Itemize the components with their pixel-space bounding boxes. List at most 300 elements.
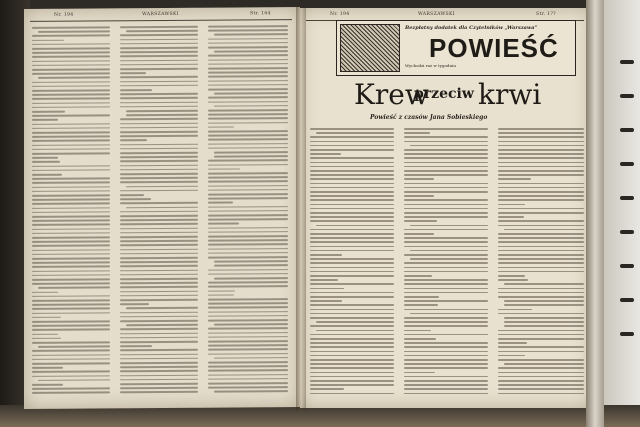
text-line xyxy=(32,39,64,41)
text-line xyxy=(214,105,288,107)
text-line xyxy=(498,351,584,353)
text-line xyxy=(38,346,110,348)
text-line xyxy=(32,60,110,62)
text-line xyxy=(208,55,288,57)
text-line xyxy=(404,195,434,197)
text-line xyxy=(120,181,198,183)
text-line xyxy=(32,220,110,222)
text-line xyxy=(404,321,488,323)
text-line xyxy=(498,170,584,172)
text-line xyxy=(120,316,198,318)
text-line xyxy=(32,203,110,205)
headline-word-3: krwi xyxy=(478,78,542,111)
text-line xyxy=(498,279,528,281)
right-text-column-2 xyxy=(404,128,488,398)
text-line xyxy=(32,148,110,150)
text-line xyxy=(208,315,288,317)
text-line xyxy=(120,374,198,376)
text-line xyxy=(498,141,584,143)
text-line xyxy=(32,215,110,217)
text-line xyxy=(32,308,110,310)
text-line xyxy=(498,367,584,369)
text-line xyxy=(404,384,488,386)
right-text-column-3 xyxy=(498,128,584,398)
banner-title: POWIEŚĆ xyxy=(429,33,559,63)
headline-word-2: przeciw xyxy=(414,86,474,102)
text-line xyxy=(32,152,110,154)
text-line xyxy=(32,388,110,390)
text-line xyxy=(310,267,394,269)
text-line xyxy=(498,250,584,252)
text-line xyxy=(32,371,110,373)
text-line xyxy=(310,279,338,281)
text-line xyxy=(310,351,394,353)
text-line xyxy=(120,47,198,49)
text-line xyxy=(38,31,110,33)
right-page-page: Str. 1?? xyxy=(536,12,556,17)
text-line xyxy=(208,80,288,82)
text-line xyxy=(208,248,288,250)
text-line xyxy=(310,388,344,390)
text-line xyxy=(32,295,110,297)
text-line xyxy=(120,43,198,45)
text-line xyxy=(32,106,110,108)
text-line xyxy=(120,152,198,154)
text-line xyxy=(32,89,110,91)
text-line xyxy=(120,177,198,179)
text-line xyxy=(404,351,488,353)
text-line xyxy=(214,357,288,359)
text-line xyxy=(120,387,198,389)
text-line xyxy=(498,233,584,235)
text-line xyxy=(498,346,584,348)
text-line xyxy=(410,145,488,147)
text-line xyxy=(120,127,198,129)
text-line xyxy=(404,208,488,210)
text-line xyxy=(32,329,110,331)
text-line xyxy=(316,132,394,134)
text-line xyxy=(120,332,198,334)
left-page-masthead: WARSZAWSKI xyxy=(142,11,179,18)
text-line xyxy=(32,178,110,180)
text-line xyxy=(498,128,584,130)
text-line xyxy=(310,355,394,357)
text-line xyxy=(208,130,288,132)
text-line xyxy=(32,320,110,322)
right-text-column-1 xyxy=(310,128,394,398)
text-line xyxy=(32,169,110,171)
text-line xyxy=(32,161,60,163)
text-line xyxy=(404,204,488,206)
text-line xyxy=(32,375,110,377)
left-header-rule xyxy=(30,19,292,22)
text-line xyxy=(404,342,488,344)
text-line xyxy=(32,299,110,301)
text-line xyxy=(120,261,198,263)
text-line xyxy=(208,294,234,296)
text-line xyxy=(32,278,110,280)
text-line xyxy=(310,334,394,336)
text-line xyxy=(404,157,488,159)
text-line xyxy=(32,56,110,58)
text-line xyxy=(214,391,288,393)
text-line xyxy=(120,34,198,36)
text-line xyxy=(404,187,488,189)
text-line xyxy=(498,246,584,248)
text-line xyxy=(498,338,584,340)
text-line xyxy=(120,164,198,166)
text-line xyxy=(498,208,584,210)
text-line xyxy=(404,300,488,302)
text-line xyxy=(120,274,198,276)
right-page-masthead: WARSZAWSKI xyxy=(418,12,455,17)
text-line xyxy=(404,229,488,231)
text-line xyxy=(498,384,584,386)
text-line xyxy=(32,236,110,238)
text-line xyxy=(208,382,288,384)
text-line xyxy=(404,304,438,306)
text-line xyxy=(120,118,198,120)
text-line xyxy=(498,136,584,138)
text-line xyxy=(208,256,288,258)
text-line xyxy=(208,101,288,103)
text-line xyxy=(498,334,584,336)
supplement-banner xyxy=(336,20,576,76)
text-line xyxy=(310,229,394,231)
text-line xyxy=(120,72,146,74)
text-line xyxy=(310,195,394,197)
text-line xyxy=(404,216,488,218)
text-line xyxy=(498,380,584,382)
text-line xyxy=(214,155,288,157)
text-line xyxy=(498,187,584,189)
text-line xyxy=(404,330,431,332)
text-line xyxy=(498,162,584,164)
text-line xyxy=(404,271,488,273)
text-line xyxy=(126,30,198,32)
text-line xyxy=(32,232,110,234)
text-line xyxy=(208,126,234,128)
text-line xyxy=(498,262,584,264)
text-line xyxy=(120,337,198,339)
text-line xyxy=(32,270,110,272)
text-line xyxy=(498,199,584,201)
text-line xyxy=(498,178,531,180)
text-line xyxy=(208,118,288,120)
text-line xyxy=(404,292,488,294)
text-line xyxy=(310,250,394,252)
text-line xyxy=(404,237,488,239)
text-line xyxy=(32,194,110,196)
text-line xyxy=(310,141,394,143)
text-line xyxy=(310,241,394,243)
text-line xyxy=(120,26,198,28)
text-line xyxy=(310,216,394,218)
text-line xyxy=(498,237,584,239)
text-line xyxy=(310,376,394,378)
text-line xyxy=(120,253,198,255)
text-line xyxy=(498,372,584,374)
text-line xyxy=(310,342,394,344)
text-line xyxy=(32,111,65,113)
page-gutter xyxy=(296,6,306,410)
text-line xyxy=(120,358,198,360)
text-line xyxy=(32,341,110,343)
text-line xyxy=(120,139,147,141)
text-line xyxy=(310,317,394,319)
text-line xyxy=(504,363,584,365)
text-line xyxy=(32,354,110,356)
text-line xyxy=(404,275,432,277)
text-line xyxy=(32,392,110,394)
text-line xyxy=(32,43,110,45)
text-line xyxy=(120,269,198,271)
text-line xyxy=(208,378,288,380)
text-line xyxy=(498,292,584,294)
text-line xyxy=(38,379,110,381)
text-line xyxy=(208,340,288,342)
text-line xyxy=(120,341,198,343)
text-line xyxy=(208,223,239,225)
text-line xyxy=(120,194,144,196)
text-line xyxy=(208,269,288,271)
text-line xyxy=(208,42,288,44)
text-line xyxy=(498,225,584,227)
text-line xyxy=(208,252,288,254)
text-line xyxy=(410,225,488,227)
text-line xyxy=(498,296,584,298)
text-line xyxy=(404,178,434,180)
text-line xyxy=(32,119,58,121)
text-line xyxy=(32,182,110,184)
text-line xyxy=(498,195,584,197)
text-line xyxy=(32,358,110,360)
text-line xyxy=(404,372,435,374)
text-line xyxy=(208,143,288,145)
text-line xyxy=(404,267,488,269)
text-line xyxy=(32,85,110,87)
text-line xyxy=(310,313,394,315)
text-line xyxy=(208,59,288,61)
text-line xyxy=(32,224,110,226)
text-line xyxy=(310,275,394,277)
text-line xyxy=(32,333,58,335)
text-line xyxy=(32,262,110,264)
text-line xyxy=(208,202,233,204)
text-line xyxy=(310,338,394,340)
text-line xyxy=(504,304,584,306)
text-line xyxy=(498,241,584,243)
text-line xyxy=(208,210,288,212)
text-line xyxy=(120,349,198,351)
text-line xyxy=(120,59,198,61)
text-line xyxy=(214,260,288,262)
text-line xyxy=(120,97,198,99)
text-line xyxy=(208,361,288,363)
text-line xyxy=(208,218,288,220)
text-line xyxy=(208,328,288,330)
text-line xyxy=(310,157,394,159)
text-line xyxy=(310,254,342,256)
text-line xyxy=(208,25,288,27)
text-line xyxy=(208,344,288,346)
text-line xyxy=(404,283,488,285)
text-line xyxy=(38,287,110,289)
text-line xyxy=(498,220,584,222)
text-line xyxy=(208,76,288,78)
text-line xyxy=(208,176,288,178)
text-line xyxy=(32,228,110,230)
text-line xyxy=(310,153,341,155)
text-line xyxy=(208,244,288,246)
binder-ring xyxy=(620,94,634,98)
text-line xyxy=(32,123,110,125)
text-line xyxy=(120,311,198,313)
text-line xyxy=(120,68,198,70)
text-line xyxy=(120,198,151,200)
text-line xyxy=(208,185,288,187)
text-line xyxy=(208,206,288,208)
banner-footer: Wychodzi raz w tygodniu xyxy=(405,63,456,68)
text-line xyxy=(32,190,110,192)
text-line xyxy=(208,353,288,355)
text-line xyxy=(32,127,110,129)
text-line xyxy=(32,274,110,276)
text-line xyxy=(310,288,344,290)
text-line xyxy=(32,337,61,339)
text-line xyxy=(32,131,110,133)
text-line xyxy=(404,136,488,138)
text-line xyxy=(120,190,198,192)
text-line xyxy=(404,359,488,361)
binder-ring xyxy=(620,60,634,64)
text-line xyxy=(504,300,584,302)
text-line xyxy=(120,93,198,95)
text-line xyxy=(32,312,110,314)
text-line xyxy=(404,183,488,185)
text-line xyxy=(120,135,198,137)
text-line xyxy=(126,307,198,309)
text-line xyxy=(498,267,584,269)
text-line xyxy=(404,388,488,390)
text-line xyxy=(32,52,110,54)
text-line xyxy=(404,288,488,290)
text-line xyxy=(310,204,394,206)
text-line xyxy=(208,189,288,191)
text-line xyxy=(208,349,288,351)
text-line xyxy=(126,185,198,187)
text-line xyxy=(208,147,288,149)
text-line xyxy=(120,345,152,347)
text-line xyxy=(404,174,488,176)
text-line xyxy=(310,128,394,130)
text-line xyxy=(120,328,198,330)
text-line xyxy=(120,55,198,57)
text-line xyxy=(504,325,584,327)
text-line xyxy=(32,207,110,209)
text-line xyxy=(120,286,198,288)
text-line xyxy=(208,63,288,65)
text-line xyxy=(310,233,394,235)
text-line xyxy=(310,262,394,264)
text-line xyxy=(120,89,152,91)
text-line xyxy=(214,265,288,267)
binder-edge xyxy=(586,0,604,427)
text-line xyxy=(498,376,584,378)
text-line xyxy=(120,320,198,322)
text-line xyxy=(120,290,198,292)
text-line xyxy=(120,156,198,158)
text-line xyxy=(32,115,110,117)
text-line xyxy=(310,367,394,369)
text-line xyxy=(310,136,394,138)
text-line xyxy=(404,170,488,172)
text-line xyxy=(498,149,584,151)
text-line xyxy=(208,227,288,229)
text-line xyxy=(120,131,198,133)
text-line xyxy=(208,370,288,372)
text-line xyxy=(208,386,288,388)
story-headline xyxy=(354,78,564,112)
story-byline: Powieść z czasów Jana Sobieskiego xyxy=(370,114,488,121)
text-line xyxy=(404,199,488,201)
text-line xyxy=(32,367,63,369)
text-line xyxy=(404,262,488,264)
text-line xyxy=(120,223,198,225)
text-line xyxy=(404,241,488,243)
text-line xyxy=(32,211,110,213)
text-line xyxy=(38,77,110,79)
text-line xyxy=(404,317,488,319)
text-line xyxy=(208,214,288,216)
text-line xyxy=(498,212,584,214)
text-line xyxy=(214,50,288,52)
text-line xyxy=(208,168,240,170)
text-line xyxy=(126,324,198,326)
text-line xyxy=(120,106,198,108)
text-line xyxy=(120,299,198,301)
text-line xyxy=(208,290,235,292)
text-line xyxy=(404,393,488,395)
text-line xyxy=(404,338,436,340)
text-line xyxy=(120,173,198,175)
text-line xyxy=(208,181,288,183)
headline-word-1: Krew xyxy=(354,78,429,111)
text-line xyxy=(120,219,198,221)
text-line xyxy=(120,160,198,162)
text-line xyxy=(214,92,288,94)
text-line xyxy=(310,212,394,214)
text-line xyxy=(310,187,394,189)
binder-ring xyxy=(620,298,634,302)
text-line xyxy=(310,170,394,172)
text-line xyxy=(504,283,584,285)
text-line xyxy=(208,319,288,321)
text-line xyxy=(208,302,288,304)
text-line xyxy=(410,313,488,315)
text-line xyxy=(32,174,62,176)
text-line xyxy=(310,174,394,176)
left-page-number: Nr. 194 xyxy=(54,12,74,18)
text-line xyxy=(310,237,394,239)
text-line xyxy=(310,145,394,147)
text-line xyxy=(32,362,110,364)
binder-ring xyxy=(620,332,634,336)
text-line xyxy=(120,232,198,234)
text-line xyxy=(404,212,488,214)
text-line xyxy=(310,384,394,386)
text-line xyxy=(120,278,198,280)
